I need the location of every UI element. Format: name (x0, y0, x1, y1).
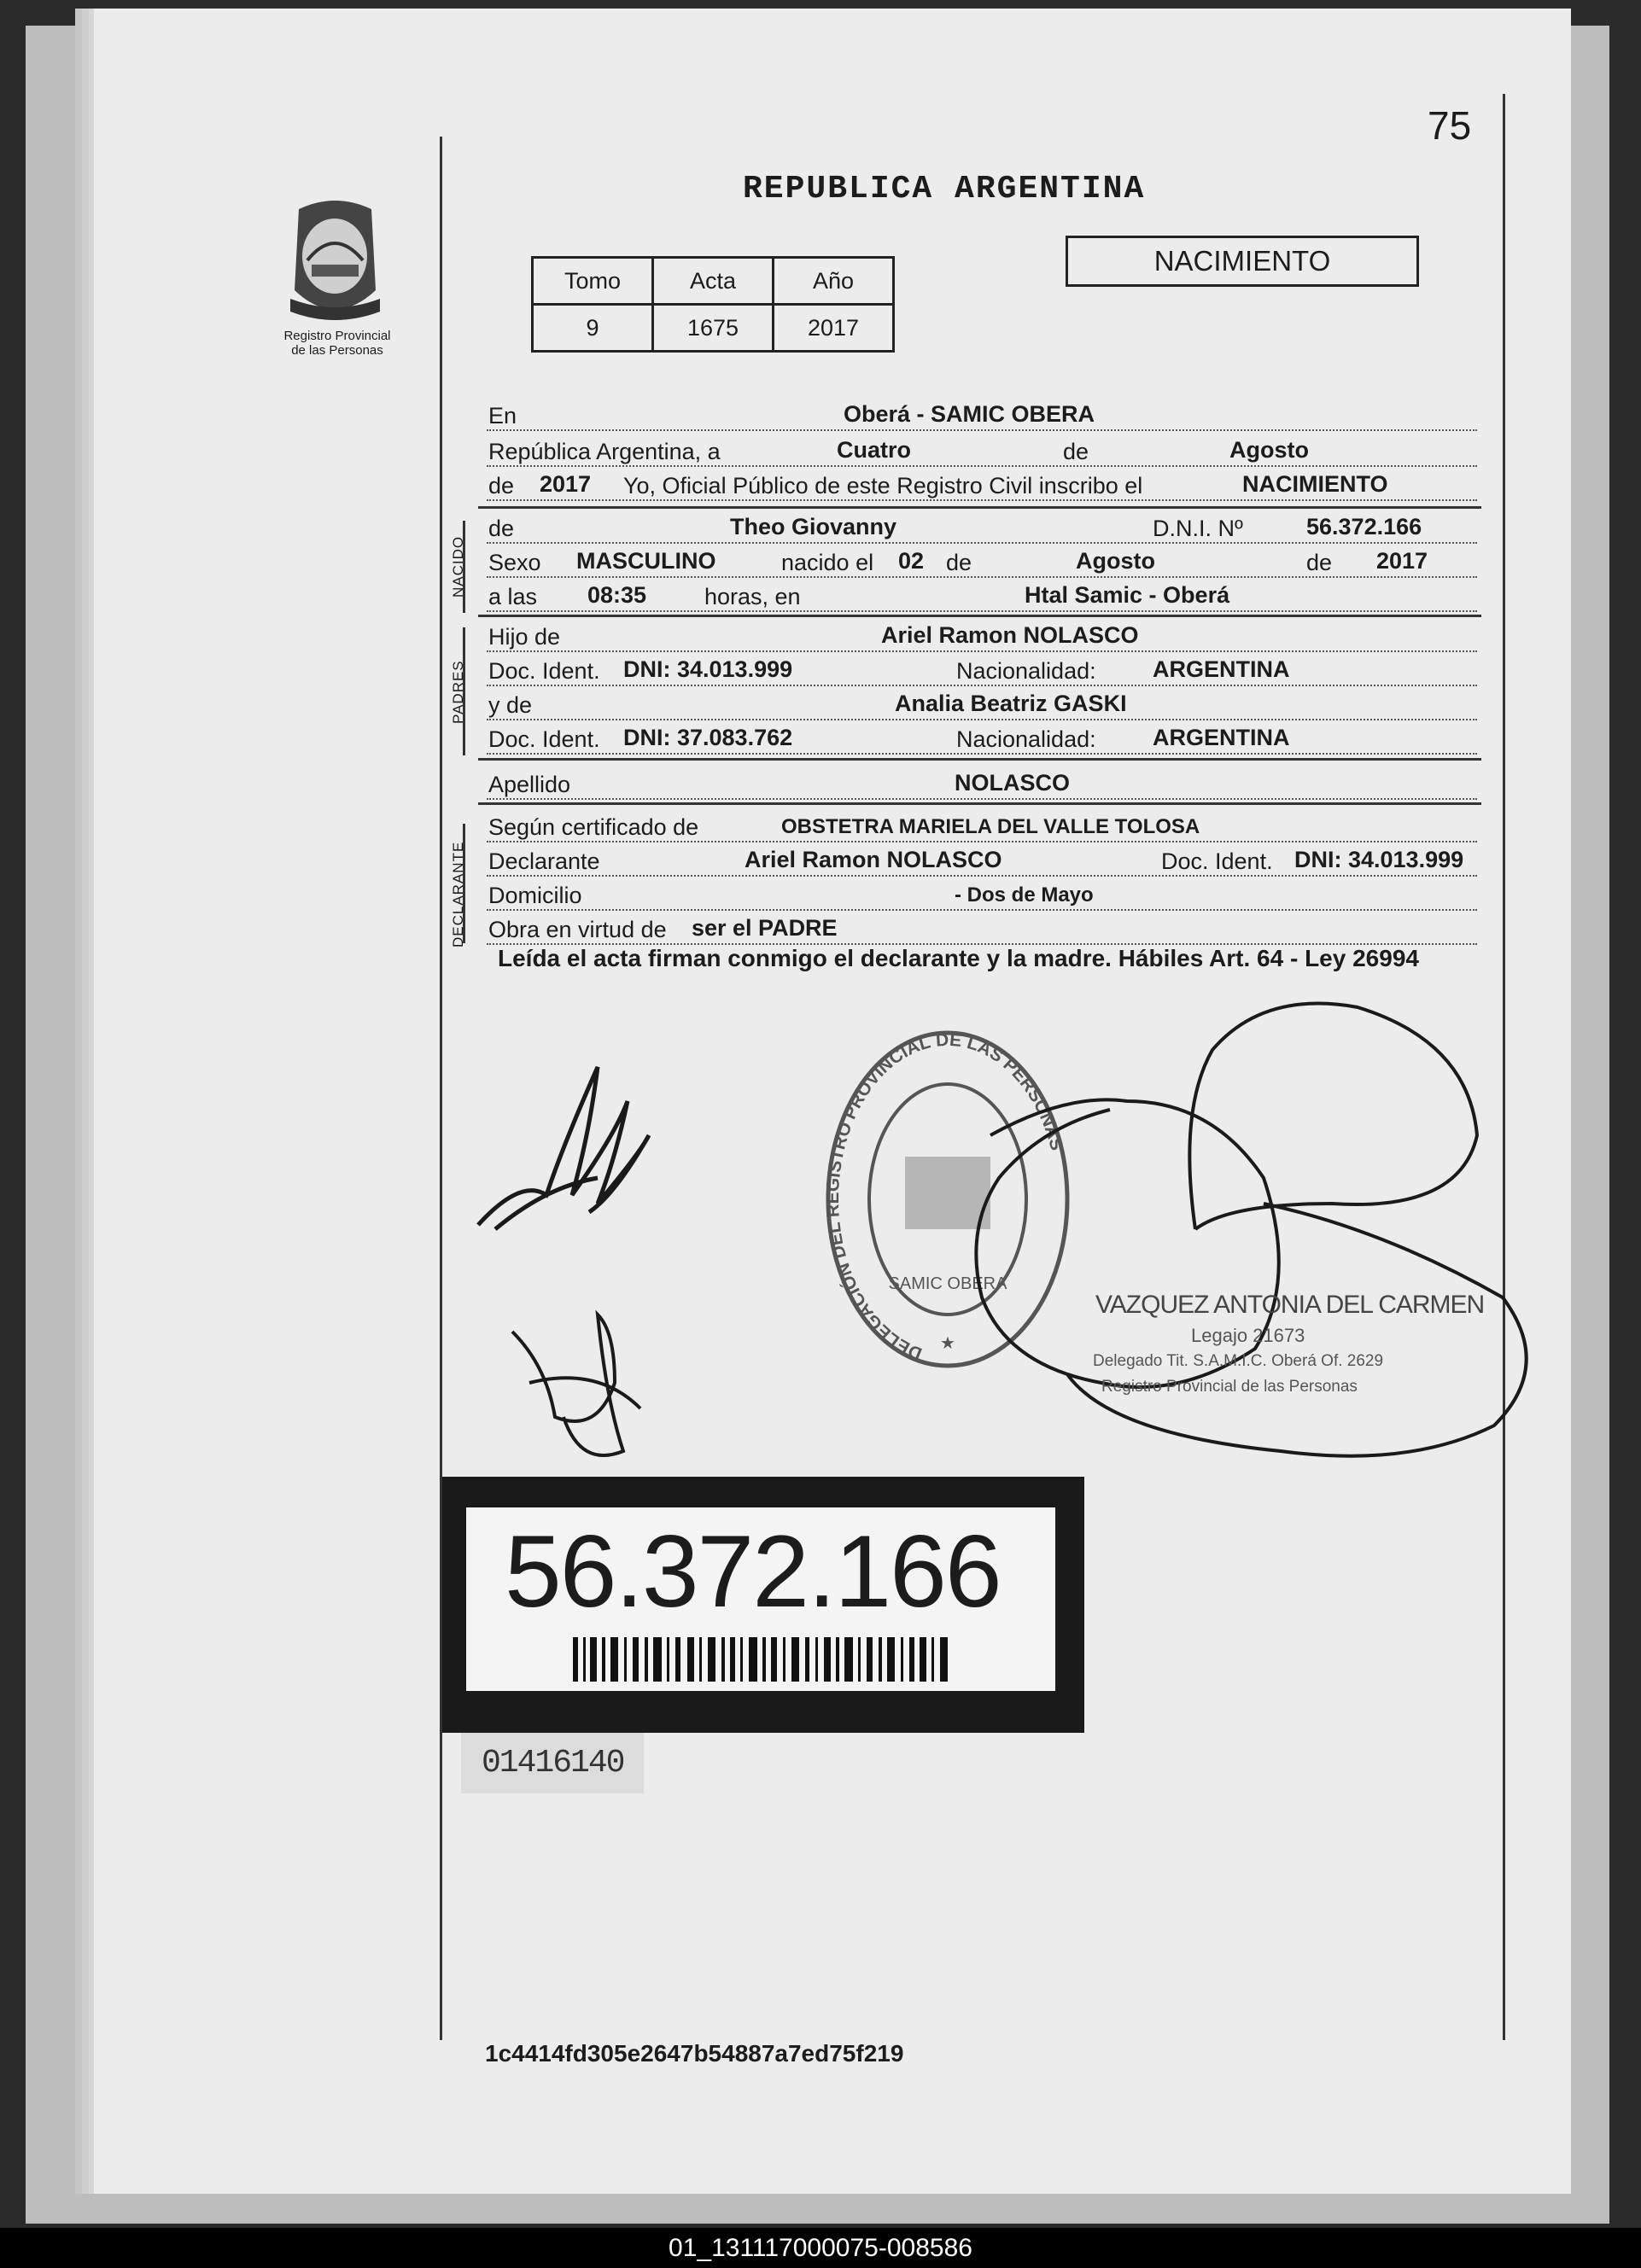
value-acta: 1675 (653, 305, 774, 352)
id-label-number: 56.372.166 (505, 1514, 1001, 1629)
barcode-icon (573, 1637, 953, 1682)
dni-value: 56.372.166 (1306, 514, 1422, 539)
apellido-label: Apellido (488, 772, 571, 797)
de-anio-label: de (488, 473, 515, 498)
side-label-nacido: NACIDO (450, 535, 466, 598)
id-label-white-area (466, 1507, 1055, 1691)
horas-en-label: horas, en (704, 584, 801, 609)
hijo-de-label: Hijo de (488, 624, 561, 650)
lugar-value: Htal Samic - Oberá (1025, 582, 1230, 608)
de-label: de (1063, 439, 1089, 464)
nac-mes-value: Agosto (1076, 548, 1155, 574)
record-type-box: NACIMIENTO (1066, 236, 1419, 287)
obra-value: ser el PADRE (692, 915, 838, 941)
declarante-label: Declarante (488, 848, 600, 874)
madre-value: Analia Beatriz GASKI (895, 691, 1127, 716)
side-label-declarante: DECLARANTE (450, 841, 466, 947)
declarante-signature (478, 1067, 649, 1229)
hora-value: 08:35 (587, 582, 647, 608)
id-label-sticker (442, 1477, 1084, 1733)
dia-value: Cuatro (837, 437, 911, 463)
official-cargo: Delegado Tit. S.A.M.I.C. Oberá Of. 2629 (1093, 1352, 1384, 1370)
nacido-de-label: de (488, 516, 515, 541)
emblem-caption-line1: Registro Provincial (283, 329, 391, 343)
en-value: Oberá - SAMIC OBERA (844, 401, 1095, 427)
scan-footer-id: 01_131117000075-008586 (0, 2228, 1641, 2268)
document-title: REPUBLICA ARGENTINA (743, 171, 1146, 207)
anio-value: 2017 (540, 471, 592, 497)
en-label: En (488, 403, 517, 429)
header-acta: Acta (653, 258, 774, 305)
padre-value: Ariel Ramon NOLASCO (881, 622, 1139, 648)
closing-statement: Leída el acta firman conmigo el declarante y la madre. Hábiles Art. 64 - Ley 26994 (498, 945, 1419, 971)
madre-doc-label: Doc. Ident. (488, 726, 600, 752)
nac-de2-label: de (1306, 550, 1333, 575)
value-tomo: 9 (533, 305, 653, 352)
inscribo-label: Yo, Oficial Público de este Registro Civil inscribo el (623, 473, 1143, 498)
svg-text:★: ★ (940, 1334, 955, 1353)
official-organismo: Registro Provincial de las Personas (1101, 1378, 1358, 1396)
madre-nac-value: ARGENTINA (1153, 725, 1290, 750)
official-legajo: Legajo 21673 (1191, 1325, 1305, 1346)
apellido-value: NOLASCO (955, 770, 1070, 796)
sexo-label: Sexo (488, 550, 541, 575)
control-number: 01416140 (461, 1733, 644, 1793)
padre-doc-label: Doc. Ident. (488, 658, 600, 684)
nac-anio-value: 2017 (1376, 548, 1428, 574)
nac-de-label: de (946, 550, 972, 575)
declarante-value: Ariel Ramon NOLASCO (745, 847, 1002, 872)
side-label-padres: PADRES (450, 660, 466, 724)
madre-dni-value: DNI: 37.083.762 (623, 725, 793, 750)
decl-doc-label: Doc. Ident. (1161, 848, 1273, 874)
inscribo-value: NACIMIENTO (1242, 471, 1388, 497)
padre-nac-label: Nacionalidad: (956, 658, 1096, 684)
value-anio: 2017 (774, 305, 894, 352)
seal-ring-text: DELEGACIÓN DEL REGISTRO PROVINCIAL DE LAS PERSONAS (823, 1029, 1067, 1364)
obra-label: Obra en virtud de (488, 917, 667, 942)
header-tomo: Tomo (533, 258, 653, 305)
republica-label: República Argentina, a (488, 439, 721, 464)
a-las-label: a las (488, 584, 538, 609)
official-name: VAZQUEZ ANTONIA DEL CARMEN (1095, 1291, 1485, 1319)
decl-dni-value: DNI: 34.013.999 (1294, 847, 1464, 872)
nombre-value: Theo Giovanny (730, 514, 897, 539)
certificado-value: OBSTETRA MARIELA DEL VALLE TOLOSA (781, 815, 1200, 838)
header-anio: Año (774, 258, 894, 305)
sexo-value: MASCULINO (576, 548, 716, 574)
domicilio-label: Domicilio (488, 883, 582, 908)
emblem-caption-line2: de las Personas (291, 343, 383, 358)
seal-inner-text: SAMIC OBERA (888, 1274, 1007, 1293)
padre-nac-value: ARGENTINA (1153, 656, 1290, 682)
mes-value: Agosto (1229, 437, 1309, 463)
domicilio-value: - Dos de Mayo (955, 883, 1094, 907)
document-hash: 1c4414fd305e2647b54887a7ed75f219 (485, 2040, 904, 2067)
segun-label: Según certificado de (488, 814, 699, 840)
padre-dni-value: DNI: 34.013.999 (623, 656, 793, 682)
dni-label: D.N.I. Nº (1153, 516, 1243, 541)
nacido-el-label: nacido el (781, 550, 874, 575)
page-number: 75 (1428, 103, 1472, 148)
nac-dia-value: 02 (898, 548, 925, 574)
y-de-label: y de (488, 692, 533, 718)
madre-signature (512, 1315, 640, 1455)
madre-nac-label: Nacionalidad: (956, 726, 1096, 752)
